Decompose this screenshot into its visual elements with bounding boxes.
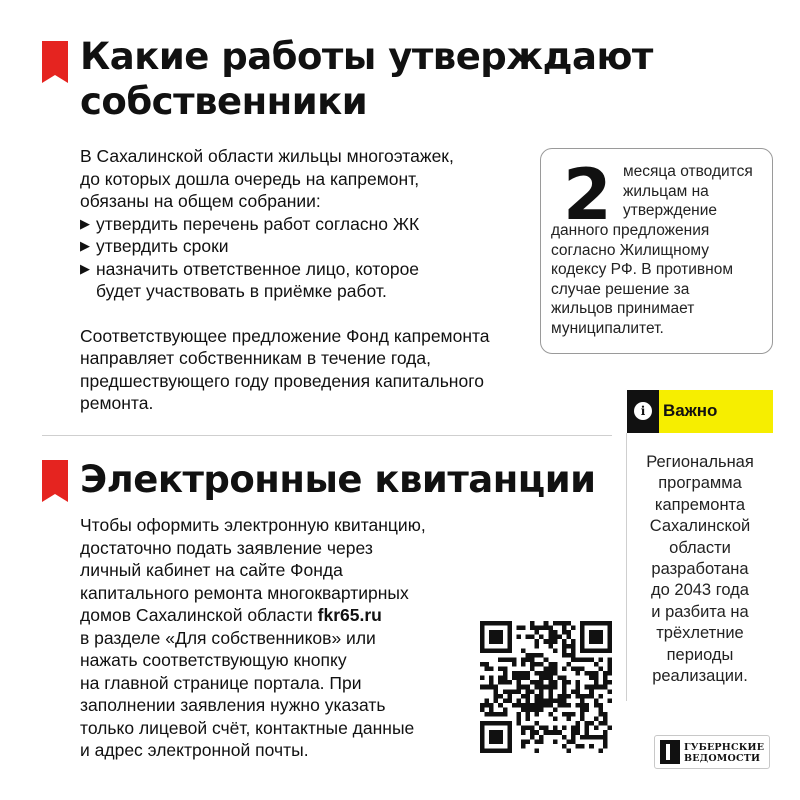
callout-line: согласно Жилищному bbox=[551, 241, 709, 259]
newspaper-logo bbox=[654, 735, 770, 769]
paragraph-line: предшествующего году проведения капитального bbox=[80, 370, 484, 391]
qr-code-icon[interactable] bbox=[480, 621, 612, 753]
bullet-triangle-icon: ▶ bbox=[80, 238, 90, 253]
important-line: программа bbox=[658, 474, 742, 493]
bullet-triangle-icon: ▶ bbox=[80, 215, 90, 231]
section-title-owners-works bbox=[80, 34, 653, 124]
section-title-e-receipts: Электронные квитанции bbox=[80, 458, 596, 501]
callout-line: жильцов принимает bbox=[551, 300, 695, 317]
callout-line: утверждение bbox=[623, 202, 718, 219]
important-line: капремонта bbox=[654, 495, 746, 514]
bullet-text: утвердить сроки bbox=[96, 236, 229, 256]
callout-text-full bbox=[551, 221, 733, 338]
important-header bbox=[627, 390, 773, 433]
intro-line: обязаны на общем собрании: bbox=[80, 191, 321, 211]
bullet-continuation: будет участвовать в приёмке работ. bbox=[96, 281, 387, 301]
paragraph-line: на главной странице портала. При bbox=[80, 672, 362, 693]
important-line: периоды bbox=[666, 645, 734, 664]
callout-line: муниципалитет. bbox=[551, 319, 664, 337]
callout-line: случае решение за bbox=[551, 280, 690, 298]
callout-text-right bbox=[623, 162, 753, 221]
callout-number: 2 bbox=[563, 154, 612, 236]
paragraph-line: в разделе «Для собственников» или bbox=[80, 627, 376, 648]
bullet-triangle-icon: ▶ bbox=[80, 260, 90, 276]
paragraph-line: капитального ремонта многоквартирных bbox=[80, 582, 409, 603]
important-text bbox=[630, 452, 770, 687]
important-line: и разбита на bbox=[651, 602, 749, 621]
paragraph-line: заполнении заявления нужно указать bbox=[80, 695, 386, 715]
paragraph-line: направляет собственникам в течение года, bbox=[80, 348, 431, 368]
important-line: реализации. bbox=[652, 667, 748, 686]
callout-line: кодексу РФ. В противном bbox=[551, 261, 733, 278]
site-link[interactable]: fkr65.ru bbox=[317, 605, 382, 625]
paragraph-line: нажать соответствующую кнопку bbox=[80, 650, 347, 670]
paragraph-line: ремонта. bbox=[80, 393, 154, 413]
callout-line: месяца отводится bbox=[623, 163, 753, 180]
callout-line: жильцам на bbox=[623, 182, 709, 200]
intro-line: В Сахалинской области жильцы многоэтажек, bbox=[80, 146, 454, 166]
paragraph-line: только лицевой счёт, контактные данные bbox=[80, 717, 415, 738]
logo-mark-icon bbox=[660, 740, 680, 764]
bullet-text: назначить ответственное лицо, которое bbox=[96, 258, 420, 279]
section-divider bbox=[42, 435, 612, 436]
important-line: Сахалинской bbox=[649, 517, 751, 536]
line-prefix: домов Сахалинской области bbox=[80, 605, 318, 625]
important-label: Важно bbox=[663, 401, 718, 420]
logo-line-1: ГУБЕРНСКИЕ bbox=[684, 742, 765, 753]
paragraph-line: и адрес электронной почты. bbox=[80, 740, 309, 760]
important-line: до 2043 года bbox=[651, 581, 749, 600]
title-line-2: собственники bbox=[80, 80, 368, 123]
red-flag-icon bbox=[42, 460, 68, 502]
list-item bbox=[80, 235, 490, 258]
bullet-text: утвердить перечень работ согласно ЖК bbox=[96, 213, 420, 234]
section1-body bbox=[80, 145, 490, 415]
section2-body bbox=[80, 514, 426, 762]
important-line: разработана bbox=[651, 560, 749, 579]
important-line: области bbox=[669, 538, 731, 557]
paragraph-line: Соответствующее предложение Фонд капремонта bbox=[80, 325, 490, 346]
info-icon: i bbox=[627, 390, 659, 433]
important-line: Региональная bbox=[646, 453, 754, 471]
title-line-1: Какие работы утверждают bbox=[80, 35, 653, 78]
callout-line: данного предложения bbox=[551, 222, 710, 239]
important-divider bbox=[626, 433, 627, 701]
logo-line-2: ВЕДОМОСТИ bbox=[684, 753, 761, 764]
callout-box bbox=[540, 148, 773, 354]
list-item bbox=[80, 213, 490, 236]
intro-line: до которых дошла очередь на капремонт, bbox=[80, 168, 420, 189]
list-item bbox=[80, 258, 490, 281]
red-flag-icon bbox=[42, 41, 68, 83]
important-line: трёхлетние bbox=[656, 624, 744, 643]
paragraph-line: личный кабинет на сайте Фонда bbox=[80, 560, 343, 580]
paragraph-line bbox=[80, 604, 426, 627]
paragraph-line: Чтобы оформить электронную квитанцию, bbox=[80, 515, 426, 535]
paragraph-line: достаточно подать заявление через bbox=[80, 537, 373, 558]
